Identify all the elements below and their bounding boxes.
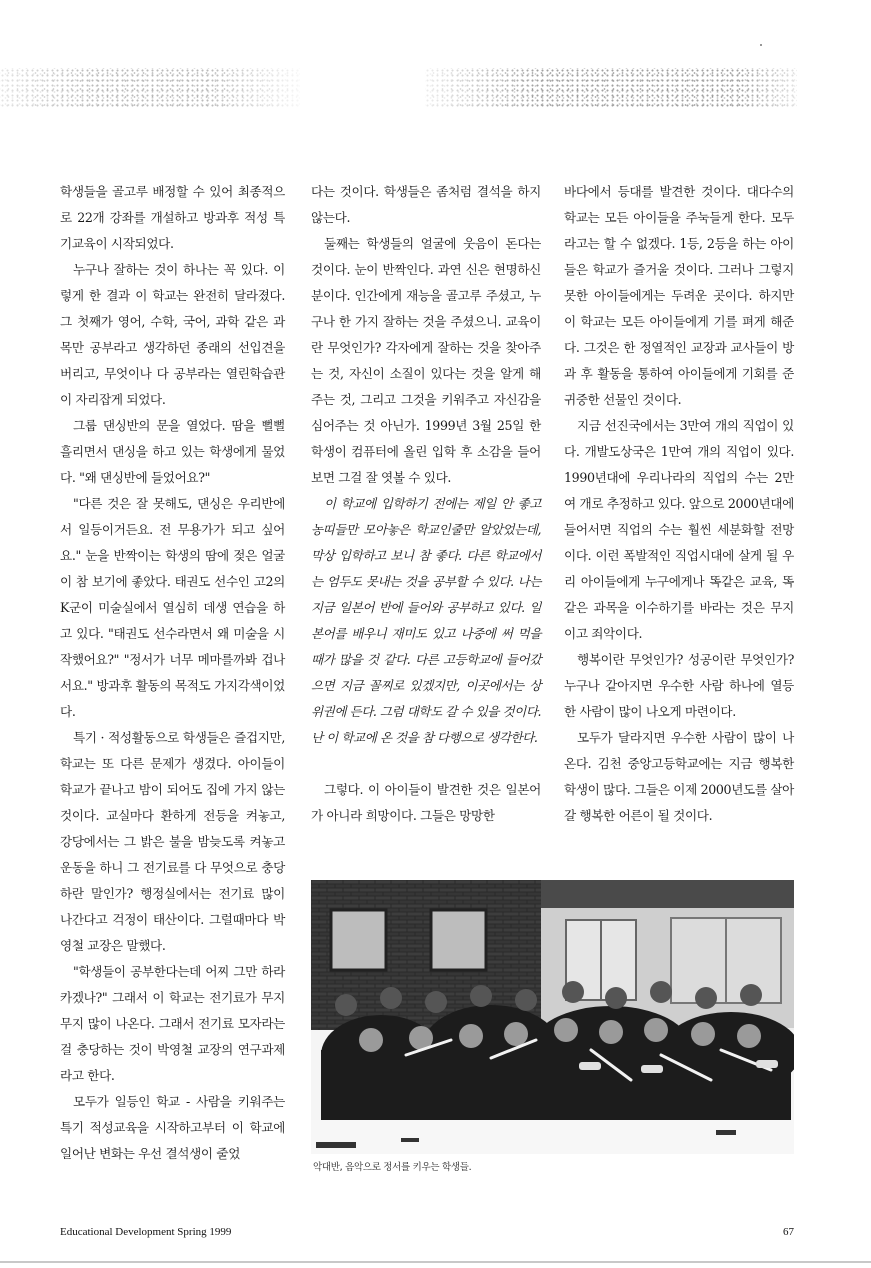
bottom-rule (0, 1261, 871, 1263)
marching-band-photo (311, 880, 794, 1154)
paragraph: 모두가 일등인 학교 - 사람을 키워주는 특기 적성교육을 시작하고부터 이 학교에 일어난 변화는 우선 결석생이 줄었 (60, 1094, 285, 1161)
paragraph: 학생들을 골고루 배정할 수 있어 최종적으로 22개 강좌를 개설하고 방과후 적성 특기교육이 시작되었다. (60, 184, 285, 251)
paragraph: 행복이란 무엇인가? 성공이란 무엇인가? 누구나 같아지면 우수한 사람 하나에 열등한 사람이 많이 나오게 마련이다. (564, 652, 794, 719)
paragraph: 누구나 잘하는 것이 하나는 꼭 있다. 이렇게 한 결과 이 학교는 완전히 달라졌다. 그 첫째가 영어, 수학, 국어, 과학 같은 과목만 공부라고 생각하던 종래의 선입견을 버리고, 무엇이나 다 공부라는 열린학습관이 자리잡게 되었다. (60, 262, 285, 407)
page-number: 67 (783, 1226, 794, 1238)
paragraph: 그룹 댄싱반의 문을 열었다. 땀을 뻘뻘 흘리면서 댄싱을 하고 있는 학생에게 물었다. "왜 댄싱반에 들었어요?" (60, 418, 285, 485)
article-column-1 (60, 179, 285, 1167)
article-column-2 (311, 179, 541, 829)
paragraph: "다른 것은 잘 못해도, 댄싱은 우리반에서 일등이거든요. 전 무용가가 되고 싶어요." 눈을 반짝이는 학생의 땀에 젖은 얼굴이 참 보기에 좋았다. 태권도 선수인 고2의 K군이 미술실에서 열심히 데생 연습을 하고 있다. "태권도 선수라면서 왜 미술을 시작했어요?" "정서가 너무 메마를까봐 겁나서요." 방과후 활동의 목적도 가지각색이었다. (60, 496, 285, 719)
article-column-3 (564, 179, 794, 829)
publication-footer: Educational Development Spring 1999 (60, 1226, 232, 1238)
paragraph: 둘째는 학생들의 얼굴에 웃음이 돈다는 것이다. 눈이 반짝인다. 과연 신은 현명하신 분이다. 인간에게 재능을 골고루 주셨고, 누구나 한 가지 잘하는 것을 주셨으니. 교육이란 무엇인가? 각자에게 잘하는 것을 찾아주는 것, 자신이 소질이 있다는 것을 알게 해주는 것, 그리고 그것을 키워주고 자신감을 심어주는 것 아닌가. 1999년 3월 25일 한 학생이 컴퓨터에 올린 입학 후 소감을 들어보면 그걸 잘 엿볼 수 있다. (311, 236, 541, 485)
paragraph: 지금 선진국에서는 3만여 개의 직업이 있다. 개발도상국은 1만여 개의 직업이 있다. 1990년대에 우리나라의 직업의 수는 2만여 개로 추정하고 있다. 앞으로 2000년대에 들어서면 직업의 수는 훨씬 세분화할 전망이다. 이런 폭발적인 직업시대에 살게 될 우리 아이들에게 누구에게나 똑같은 교육, 똑같은 과목을 이수하기를 바라는 것은 무지이고 죄악이다. (564, 418, 794, 641)
photo-caption: 악대반, 음악으로 정서를 키우는 학생들. (313, 1162, 472, 1173)
header-texture-left (0, 68, 300, 108)
paragraph: 다는 것이다. 학생들은 좀처럼 결석을 하지 않는다. (311, 184, 541, 225)
student-quote: 이 학교에 입학하기 전에는 제일 안 좋고 농띠들만 모아놓은 학교인줄만 알았었는데, 막상 입학하고 보니 참 좋다. 다른 학교에서는 엄두도 못내는 것을 공부할 수 있다. 나는 지금 일본어 반에 들어와 공부하고 있다. 일본어를 배우니 재미도 있고 나중에 써 먹을 때가 많을 것 같다. 다른 고등학교에 들어갔으면 지금 꼴찌로 있겠지만, 이곳에서는 상위권에 든다. 그럼 대학도 갈 수 있을 것이다. 난 이 학교에 온 것을 참 다행으로 생각한다. (311, 496, 541, 745)
paragraph: 특기 · 적성활동으로 학생들은 즐겁지만, 학교는 또 다른 문제가 생겼다. 아이들이 학교가 끝나고 밤이 되어도 집에 가지 않는 것이다. 교실마다 환하게 전등을 켜놓고, 강당에서는 그 밝은 불을 밤늦도록 켜놓고 운동을 하니 그 전기료를 다 무엇으로 충당하란 말인가? 행정실에서는 전기료 많이 나간다고 걱정이 태산이다. 그럴때마다 박영철 교장은 말했다. (60, 730, 285, 953)
header-texture-right (425, 68, 797, 108)
paragraph: 바다에서 등대를 발견한 것이다. 대다수의 학교는 모든 아이들을 주눅들게 한다. 모두라고는 할 수 없겠다. 1등, 2등을 하는 아이들은 학교가 즐거울 것이다. 그러나 그렇지 못한 아이들에게는 두려운 곳이다. 하지만 이 학교는 모든 아이들에게 기를 펴게 해준다. 그것은 한 정열적인 교장과 교사들이 방과 후 활동을 통하여 아이들에게 기회를 준 귀중한 선물인 것이다. (564, 184, 794, 407)
paragraph: 그렇다. 이 아이들이 발견한 것은 일본어가 아니라 희망이다. 그들은 망망한 (311, 782, 541, 823)
paragraph: "학생들이 공부한다는데 어찌 그만 하라카겠나?" 그래서 이 학교는 전기료가 무지무지 많이 나온다. 그래서 전기료 모자라는 걸 충당하는 것이 박영철 교장의 연구과제라고 한다. (60, 964, 285, 1083)
photo-graphic (311, 880, 794, 1154)
speck (760, 44, 762, 46)
paragraph: 모두가 달라지면 우수한 사람이 많이 나온다. 김천 중앙고등학교에는 지금 행복한 학생이 많다. 그들은 이제 2000년도를 살아갈 행복한 어른이 될 것이다. (564, 730, 794, 823)
